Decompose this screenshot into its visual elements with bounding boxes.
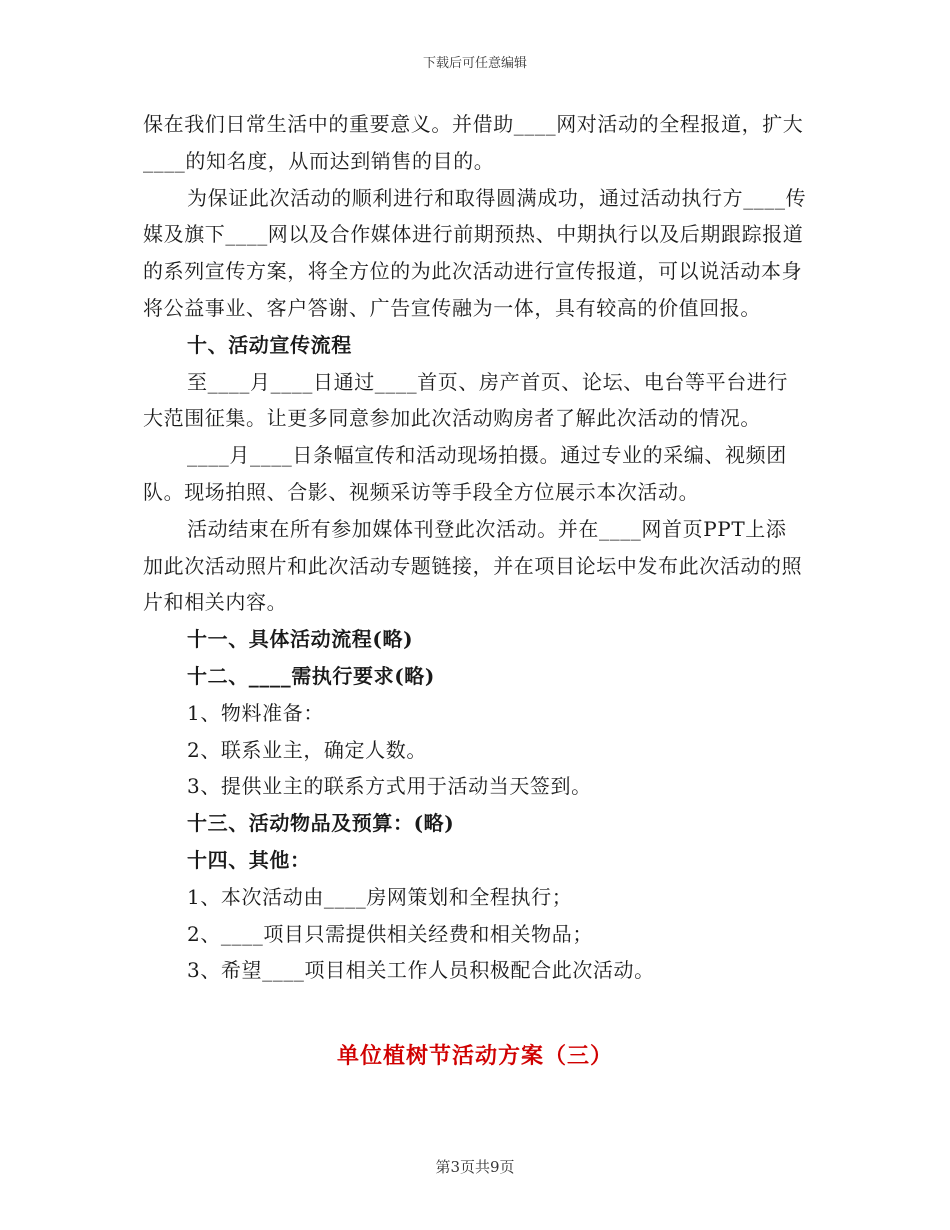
- list-item: 1、物料准备：: [187, 700, 324, 725]
- page-header: 下载后可任意编辑: [422, 56, 527, 71]
- list-item: 2、____项目只需提供相关经费和相关物品；: [187, 921, 593, 946]
- section-heading: 十二、____需执行要求(略): [187, 663, 435, 688]
- section-title: 单位植树节活动方案（三）: [336, 1043, 613, 1069]
- section-heading: 十四、其他：: [187, 847, 311, 872]
- document-body: [143, 106, 807, 989]
- list-item: 3、提供业主的联系方式用于活动当天签到。: [187, 774, 592, 799]
- paragraph: 至____月____日通过____首页、房产首页、论坛、电台等平台进行大范围征集。让更多同意参加此次活动购房者了解此次活动的情况。: [143, 369, 788, 431]
- paragraph: 保在我们日常生活中的重要意义。并借助____网对活动的全程报道，扩大____的知名度，从而达到销售的目的。: [143, 112, 804, 173]
- list-item: 1、本次活动由____房网策划和全程执行；: [187, 884, 573, 909]
- paragraph: ____月____日条幅宣传和活动现场拍摄。通过专业的采编、视频团队。现场拍照、合影、视频采访等手段全方位展示本次活动。: [143, 443, 787, 504]
- page-footer: 第3页共9页: [435, 1158, 515, 1176]
- list-item: 3、希望____项目相关工作人员积极配合此次活动。: [187, 958, 655, 983]
- paragraph: 为保证此次活动的顺利进行和取得圆满成功，通过活动执行方____传媒及旗下____网以及合作媒体进行前期预热、中期执行以及后期跟踪报道的系列宣传方案，将全方位的为此次活动进行宣传报道，可以说活动本身将公益事业、客户答谢、广告宣传融为一体，具有较高的价值回报。: [143, 185, 807, 320]
- paragraph: 活动结束在所有参加媒体刊登此次活动。并在____网首页PPT上添加此次活动照片和此次活动专题链接，并在项目论坛中发布此次活动的照片和相关内容。: [143, 516, 803, 615]
- list-item: 2、联系业主，确定人数。: [187, 737, 427, 762]
- section-heading: 十一、具体活动流程(略): [187, 627, 414, 652]
- section-heading: 十三、活动物品及预算：(略): [187, 811, 455, 836]
- section-heading: 十、活动宣传流程: [187, 332, 352, 357]
